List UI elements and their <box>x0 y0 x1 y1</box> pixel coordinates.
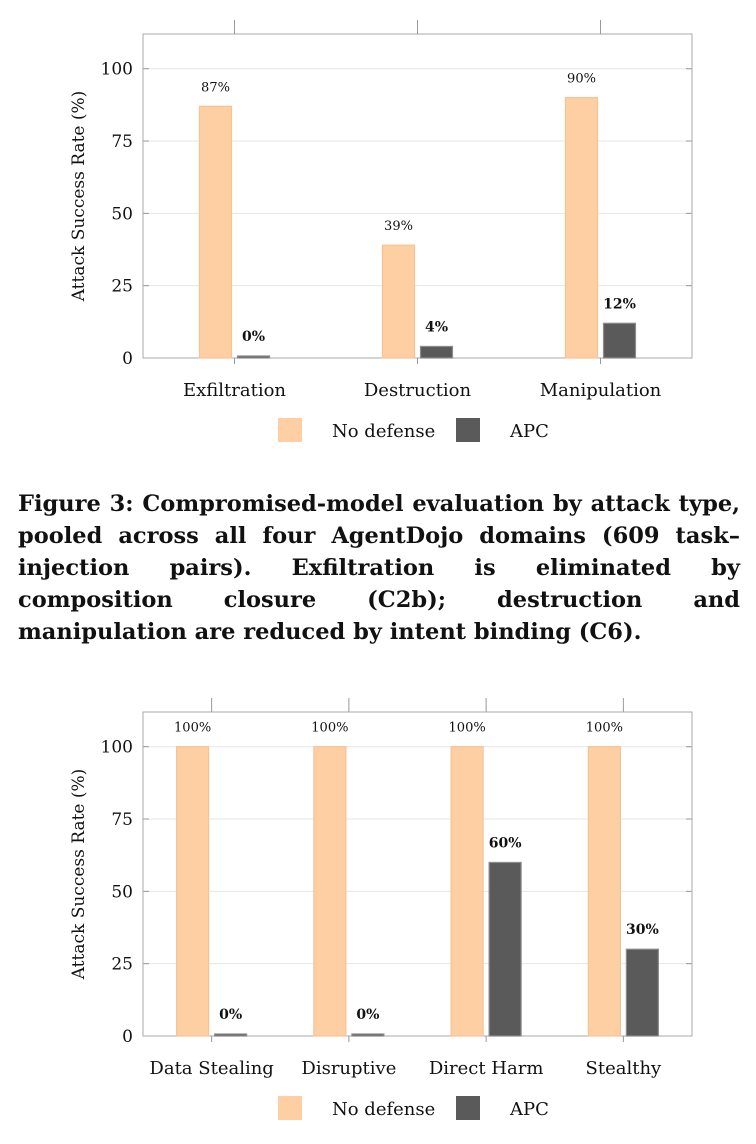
chart1-legend-swatch-apc <box>456 418 480 442</box>
chart2-data-label-no-defense: 100% <box>311 720 349 736</box>
chart1-data-label-apc: 12% <box>603 296 636 313</box>
chart1-bar-no-defense <box>200 106 232 358</box>
chart2-ytick-label: 100 <box>100 737 133 758</box>
chart2-legend-label-no-defense: No defense <box>332 1099 436 1120</box>
chart1-y-axis-label: Attack Success Rate (%) <box>69 90 89 302</box>
chart2-data-label-apc: 0% <box>219 1007 243 1023</box>
chart2-bar-no-defense <box>314 747 346 1036</box>
chart2-xtick-label: Disruptive <box>301 1058 397 1079</box>
chart1-legend-label-apc: APC <box>510 421 549 442</box>
chart1-ytick-label: 75 <box>111 132 133 153</box>
chart2-legend-swatch-no-defense <box>278 1096 302 1120</box>
chart1-data-label-no-defense: 90% <box>567 71 596 87</box>
chart1-data-label-no-defense: 87% <box>201 80 230 96</box>
chart1-data-label-apc: 4% <box>424 319 449 336</box>
chart2-bar-apc <box>215 1034 247 1036</box>
chart2-bar-no-defense <box>451 747 483 1036</box>
chart2-y-axis-label: Attack Success Rate (%) <box>69 768 89 980</box>
chart1-ytick-label: 100 <box>100 59 133 80</box>
chart1-bar-no-defense <box>383 245 415 358</box>
chart2-data-label-apc: 30% <box>625 922 659 939</box>
chart2-bar-apc <box>489 862 521 1036</box>
chart2-bar-no-defense <box>177 747 209 1036</box>
chart1-xtick-label: Manipulation <box>539 380 662 401</box>
chart2-bar-apc <box>626 949 658 1036</box>
chart2-data-label-no-defense: 100% <box>174 720 212 736</box>
chart2-bar-no-defense <box>588 747 620 1036</box>
figure-caption: Figure 3: Compromised-model evaluation by attack type, pooled across all four AgentDojo domains (609 task–injection pairs). Exfiltration is eliminated by composition closure (C2b); destruction and manipulation are reduced by intent binding (C6). <box>18 491 740 645</box>
chart1-xtick-label: Exfiltration <box>182 380 287 401</box>
chart1-ytick-label: 25 <box>111 276 133 297</box>
chart2-legend-swatch-apc <box>456 1096 480 1120</box>
chart1-legend-label-no-defense: No defense <box>332 421 436 442</box>
attack-type-chart <box>0 0 756 470</box>
chart1-ytick-label: 50 <box>111 204 133 225</box>
attack-category-chart <box>0 680 756 1144</box>
chart2-data-label-apc: 0% <box>356 1007 380 1023</box>
chart2-ytick-label: 0 <box>122 1027 133 1047</box>
chart1-data-label-apc: 0% <box>241 329 266 345</box>
chart2-data-label-no-defense: 100% <box>448 720 486 736</box>
chart2-xtick-label: Data Stealing <box>149 1058 274 1079</box>
chart2-ytick-label: 75 <box>111 810 133 831</box>
chart2-ytick-label: 25 <box>111 954 133 975</box>
chart2-ytick-label: 50 <box>111 882 133 903</box>
chart1-bar-apc <box>421 346 453 358</box>
chart2-xtick-label: Stealthy <box>585 1058 662 1079</box>
chart1-bar-apc <box>238 356 270 358</box>
chart1-bar-no-defense <box>566 98 598 358</box>
chart1-legend-swatch-no-defense <box>278 418 302 442</box>
chart1-ytick-label: 0 <box>122 349 133 369</box>
chart2-legend-label-apc: APC <box>510 1099 549 1120</box>
chart1-bar-apc <box>604 323 636 358</box>
chart1-data-label-no-defense: 39% <box>384 219 413 235</box>
chart1-xtick-label: Destruction <box>363 380 472 401</box>
chart2-data-label-apc: 60% <box>488 835 522 852</box>
chart2-data-label-no-defense: 100% <box>585 720 623 736</box>
chart2-bar-apc <box>352 1034 384 1036</box>
chart2-xtick-label: Direct Harm <box>428 1058 544 1079</box>
